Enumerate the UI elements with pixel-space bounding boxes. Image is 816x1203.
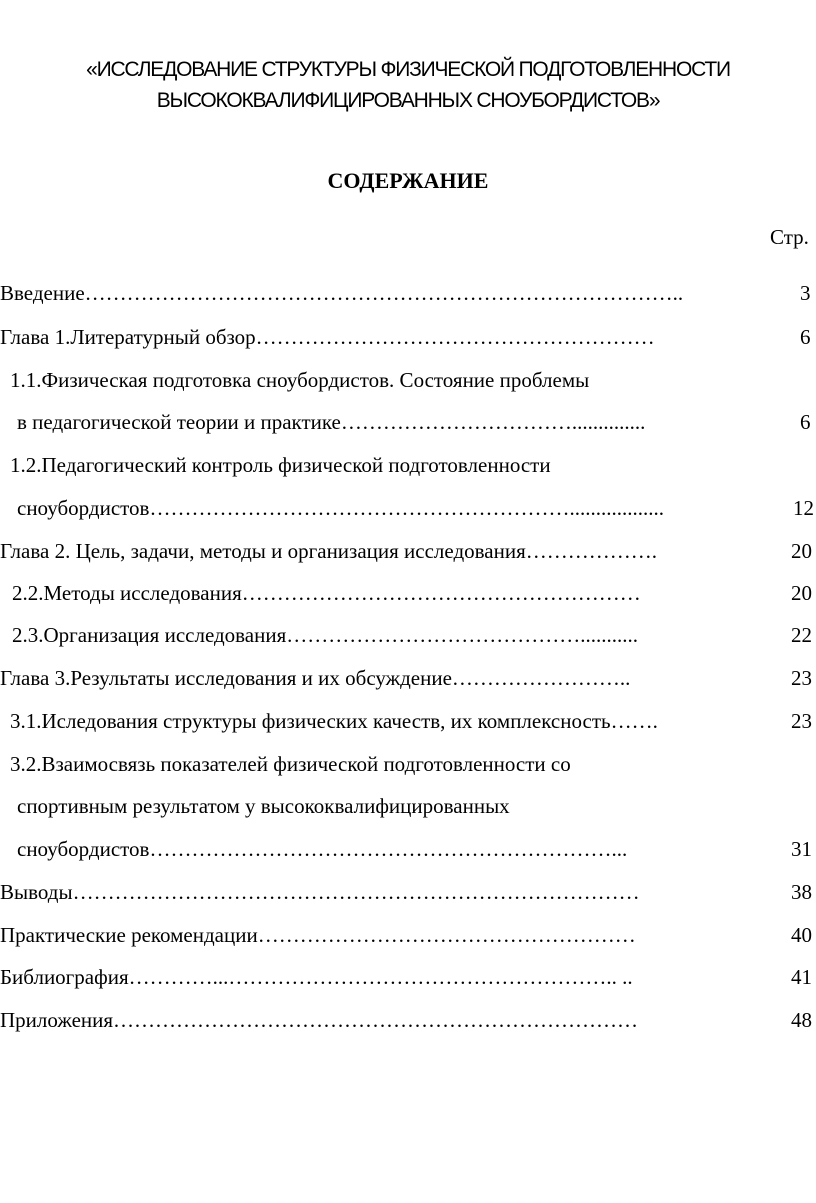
toc-entry-page: 23	[791, 709, 812, 733]
toc-entry-text: сноубордистов……………………………………………………..................	[17, 496, 664, 520]
toc-entry-page: 23	[791, 666, 812, 690]
title-line-2: ВЫСОКОКВАЛИФИЦИРОВАННЫХ СНОУБОРДИСТОВ»	[156, 89, 660, 112]
toc-entry-text: 3.2.Взаимосвязь показателей физической подготовленности со	[10, 752, 571, 776]
toc-entry-text: сноубордистов…………………………………………………………...	[17, 837, 628, 861]
page-column-label: Стр.	[770, 225, 809, 249]
toc-entry-page: 6	[800, 325, 811, 349]
toc-entry-text: Глава 1.Литературный обзор…………………………………………………	[0, 325, 655, 349]
toc-entry-page: 12	[793, 496, 814, 520]
toc-entry-text: 2.2.Методы исследования…………………………………………………	[12, 581, 641, 605]
title-line-1: «ИССЛЕДОВАНИЕ СТРУКТУРЫ ФИЗИЧЕСКОЙ ПОДГОТОВЛЕННОСТИ	[86, 58, 730, 81]
toc-entry-text: Введение…………………………………………………………………………..	[0, 281, 684, 305]
toc-entry-page: 38	[791, 880, 812, 904]
toc-entry-text: 2.3.Организация исследования……………………………………...........	[12, 623, 639, 647]
toc-entry-page: 3	[800, 281, 811, 305]
page-title	[0, 54, 816, 116]
toc-entry-text: спортивным результатом у высококвалифицированных	[17, 794, 510, 818]
toc-entry-text: 1.2.Педагогический контроль физической подготовленности	[10, 453, 551, 477]
toc-entry-text: Выводы………………………………………………………………………	[0, 880, 640, 904]
toc-entry-page: 40	[791, 923, 812, 947]
toc-entry-text: Глава 2. Цель, задачи, методы и организация исследования……………….	[0, 539, 657, 563]
toc-entry-page: 48	[791, 1008, 812, 1032]
toc-entry-page: 31	[791, 837, 812, 861]
toc-entry-text: Глава 3.Результаты исследования и их обсуждение……………………..	[0, 666, 631, 690]
toc-entry-text: Практические рекомендации………………………………………………	[0, 923, 636, 947]
toc-entry-page: 22	[791, 623, 812, 647]
toc-entry-page: 20	[791, 581, 812, 605]
contents-heading: СОДЕРЖАНИЕ	[327, 168, 489, 193]
toc-entry-page: 6	[800, 410, 811, 434]
toc-entry-text: в педагогической теории и практике……………………………..............	[17, 410, 646, 434]
toc-entry-text: 3.1.Иследования структуры физических качеств, их комплексность…….	[10, 709, 658, 733]
toc-entry-text: 1.1.Физическая подготовка сноубордистов. Состояние проблемы	[10, 368, 590, 392]
toc-entry-page: 41	[791, 965, 812, 989]
toc-entry-text: Библиография…………...……………………………………………….. ..	[0, 965, 633, 989]
toc-entry-page: 20	[791, 539, 812, 563]
toc-entry-text: Приложения…………………………………………………………………	[0, 1008, 639, 1032]
